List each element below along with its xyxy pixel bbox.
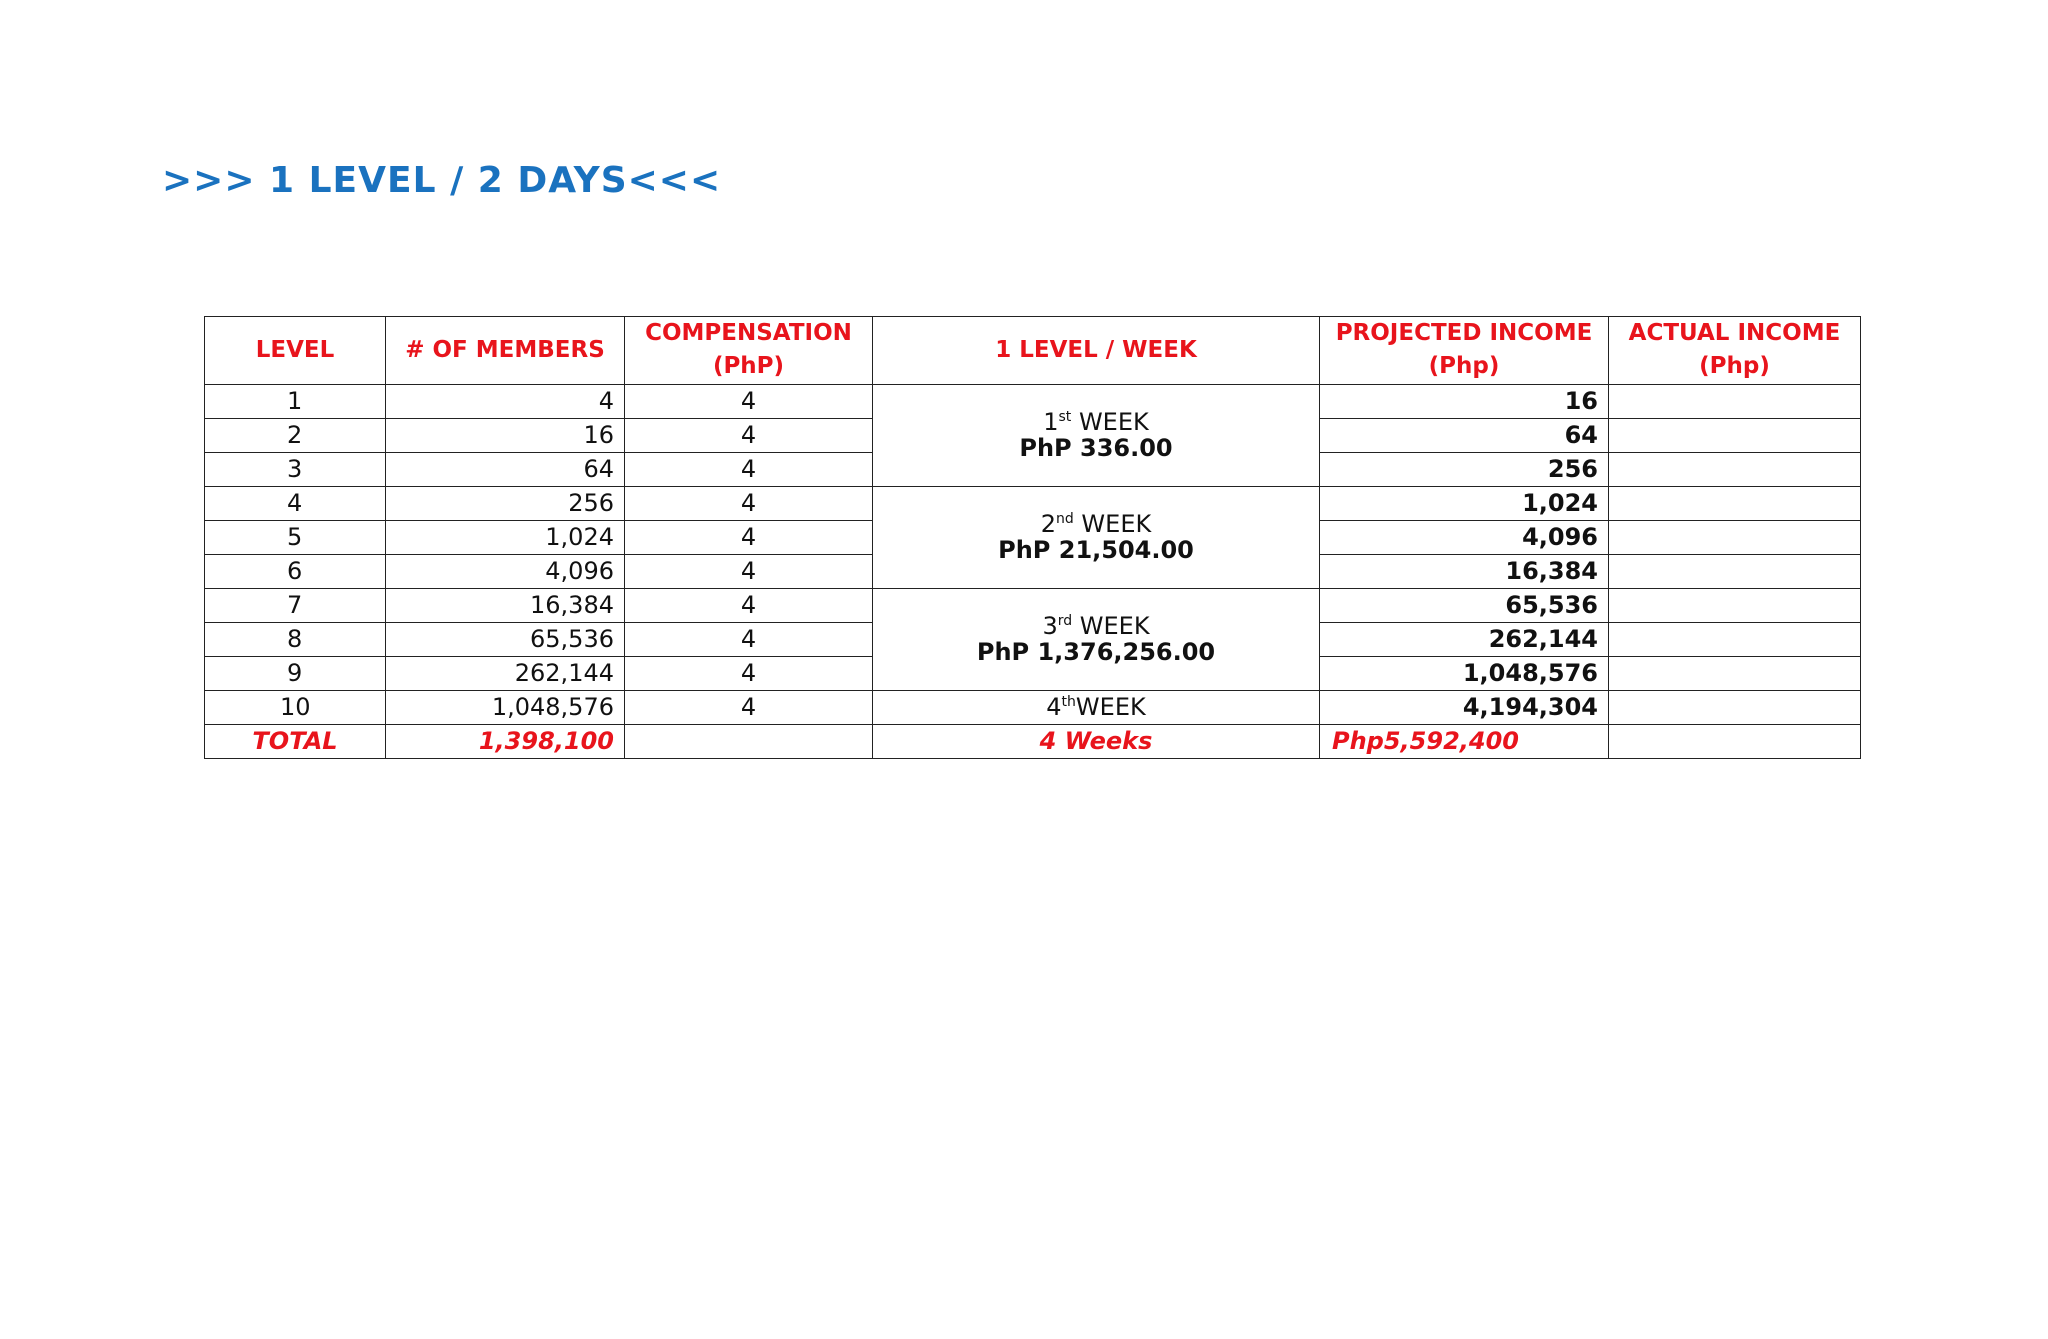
table-row <box>205 486 1861 520</box>
cell-projected: 4,096 <box>1320 520 1609 554</box>
cell-members: 1,048,576 <box>386 690 625 724</box>
total-label: TOTAL <box>205 724 386 758</box>
cell-actual <box>1609 588 1861 622</box>
total-projected: Php5,592,400 <box>1320 724 1609 758</box>
week-cell-3 <box>873 588 1320 690</box>
cell-members: 16,384 <box>386 588 625 622</box>
cell-actual <box>1609 622 1861 656</box>
cell-compensation: 4 <box>625 690 873 724</box>
cell-compensation: 4 <box>625 486 873 520</box>
cell-level: 7 <box>205 588 386 622</box>
header-members: # OF MEMBERS <box>386 317 625 385</box>
cell-actual <box>1609 656 1861 690</box>
cell-level: 9 <box>205 656 386 690</box>
cell-projected: 1,048,576 <box>1320 656 1609 690</box>
cell-level: 6 <box>205 554 386 588</box>
cell-compensation: 4 <box>625 384 873 418</box>
page-title: >>> 1 LEVEL / 2 DAYS<<< <box>162 160 722 201</box>
cell-actual <box>1609 520 1861 554</box>
header-week: 1 LEVEL / WEEK <box>873 317 1320 385</box>
week-label: 2nd WEEK <box>1040 509 1152 538</box>
cell-projected: 262,144 <box>1320 622 1609 656</box>
cell-actual <box>1609 486 1861 520</box>
cell-members: 1,024 <box>386 520 625 554</box>
cell-members: 256 <box>386 486 625 520</box>
week-cell-2 <box>873 486 1320 588</box>
week-amount: PhP 1,376,256.00 <box>976 638 1216 667</box>
cell-compensation: 4 <box>625 520 873 554</box>
cell-members: 4,096 <box>386 554 625 588</box>
week-cell-4 <box>873 690 1320 724</box>
cell-actual <box>1609 384 1861 418</box>
cell-compensation: 4 <box>625 452 873 486</box>
cell-projected: 64 <box>1320 418 1609 452</box>
total-compensation <box>625 724 873 758</box>
cell-actual <box>1609 554 1861 588</box>
cell-level: 1 <box>205 384 386 418</box>
week-label: 3rd WEEK <box>1042 611 1150 640</box>
total-actual <box>1609 724 1861 758</box>
week-cell-1 <box>873 384 1320 486</box>
header-compensation <box>625 317 873 385</box>
table-header-row <box>205 317 1861 385</box>
cell-members: 4 <box>386 384 625 418</box>
week-label: 1st WEEK <box>1043 407 1149 436</box>
header-projected-line2: (Php) <box>1428 353 1500 380</box>
header-actual-income <box>1609 317 1861 385</box>
header-actual-line2: (Php) <box>1699 353 1770 380</box>
cell-members: 65,536 <box>386 622 625 656</box>
week-label: 4thWEEK <box>1046 692 1146 721</box>
cell-members: 64 <box>386 452 625 486</box>
cell-actual <box>1609 690 1861 724</box>
table-row <box>205 690 1861 724</box>
cell-level: 4 <box>205 486 386 520</box>
cell-members: 16 <box>386 418 625 452</box>
cell-compensation: 4 <box>625 554 873 588</box>
total-row <box>205 724 1861 758</box>
income-table <box>204 316 1861 759</box>
total-members: 1,398,100 <box>386 724 625 758</box>
table-row <box>205 588 1861 622</box>
cell-projected: 1,024 <box>1320 486 1609 520</box>
cell-compensation: 4 <box>625 656 873 690</box>
cell-projected: 256 <box>1320 452 1609 486</box>
cell-actual <box>1609 452 1861 486</box>
week-amount: PhP 336.00 <box>1019 434 1173 463</box>
cell-level: 8 <box>205 622 386 656</box>
cell-members: 262,144 <box>386 656 625 690</box>
header-projected-income <box>1320 317 1609 385</box>
total-weeks: 4 Weeks <box>873 724 1320 758</box>
cell-level: 10 <box>205 690 386 724</box>
header-level: LEVEL <box>205 317 386 385</box>
table-row <box>205 384 1861 418</box>
header-compensation-line2: (PhP) <box>712 353 785 380</box>
header-compensation-line1: COMPENSATION <box>645 320 852 346</box>
cell-level: 5 <box>205 520 386 554</box>
cell-compensation: 4 <box>625 622 873 656</box>
cell-compensation: 4 <box>625 588 873 622</box>
cell-level: 3 <box>205 452 386 486</box>
header-projected-line1: PROJECTED INCOME <box>1335 320 1593 346</box>
cell-level: 2 <box>205 418 386 452</box>
cell-compensation: 4 <box>625 418 873 452</box>
cell-projected: 16,384 <box>1320 554 1609 588</box>
cell-projected: 4,194,304 <box>1320 690 1609 724</box>
cell-projected: 65,536 <box>1320 588 1609 622</box>
cell-projected: 16 <box>1320 384 1609 418</box>
week-amount: PhP 21,504.00 <box>998 536 1194 565</box>
header-actual-line1: ACTUAL INCOME <box>1628 320 1841 346</box>
cell-actual <box>1609 418 1861 452</box>
